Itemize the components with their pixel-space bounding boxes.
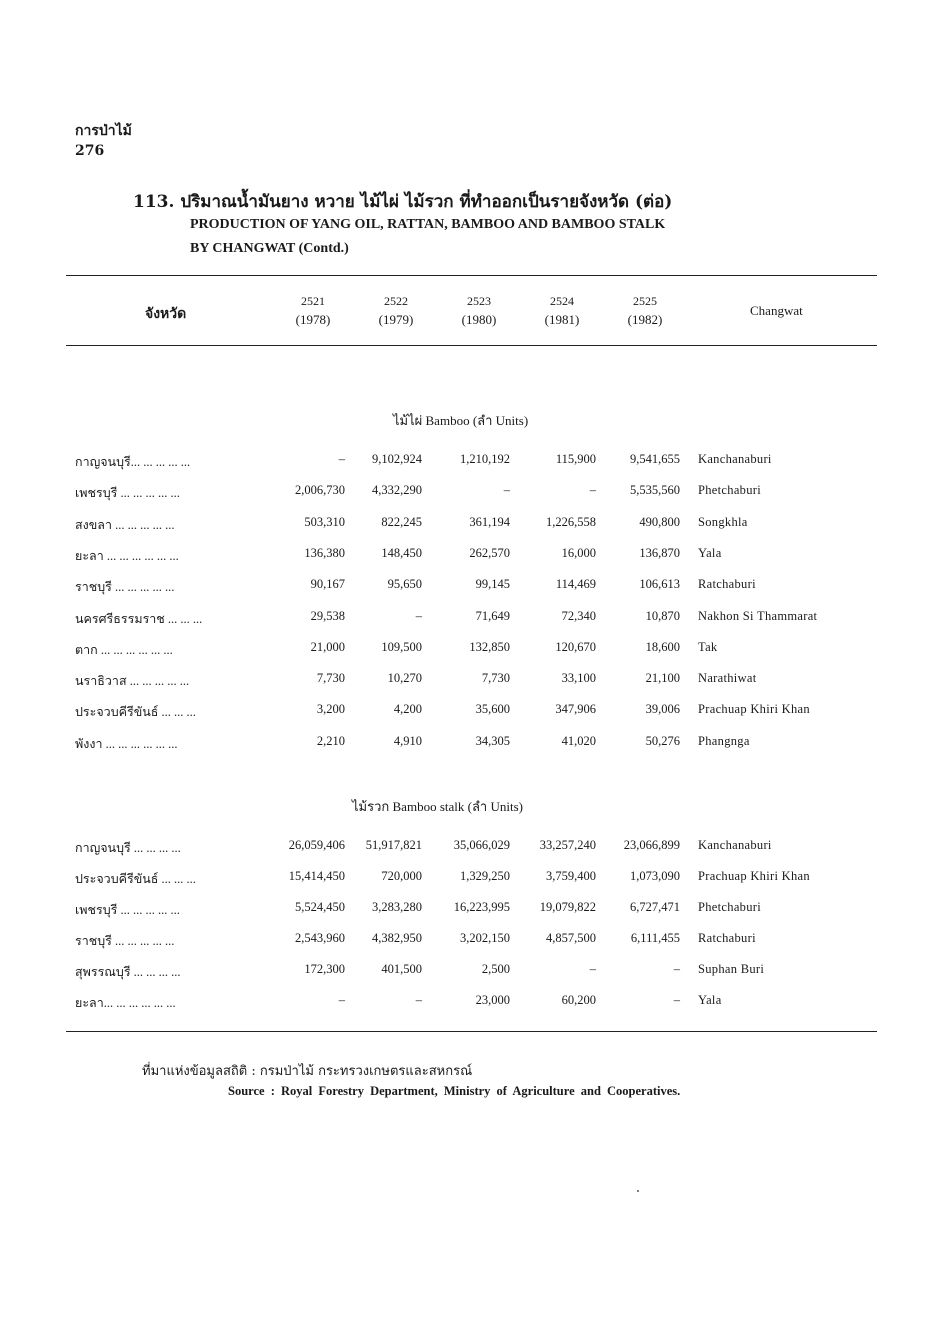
source-thai: ที่มาแห่งข้อมูลสถิติ : กรมป่าไม้ กระทรวงเกษตรและสหกรณ์ (142, 1064, 473, 1079)
value-cell: 23,066,899 (623, 838, 680, 852)
value-cell: – (673, 962, 680, 976)
province-english: Prachuap Khiri Khan (698, 869, 810, 883)
value-cell: 19,079,822 (539, 900, 596, 914)
year-ce: (1978) (295, 312, 331, 327)
column-header-year (361, 294, 431, 328)
source-english: Source : Royal Forestry Department, Ministry of Agriculture and Cooperatives. (228, 1084, 681, 1098)
year-ce: (1979) (378, 312, 414, 327)
value-cell: 106,613 (639, 577, 680, 592)
province-english: Yala (698, 993, 722, 1007)
value-cell: 2,006,730 (295, 483, 345, 498)
stray-dot (637, 1190, 639, 1192)
table-row (0, 702, 941, 722)
column-header-year (278, 294, 348, 328)
province-english: Yala (698, 545, 722, 560)
table-row (0, 546, 941, 566)
table-title-thai (133, 188, 672, 215)
value-cell: 15,414,450 (288, 869, 345, 883)
value-cell: 35,600 (475, 702, 510, 717)
value-cell: – (673, 993, 680, 1007)
column-header-changwat: Changwat (750, 303, 803, 318)
column-header-year (527, 294, 597, 328)
value-cell: 71,649 (475, 608, 510, 623)
value-cell: 6,111,455 (630, 931, 680, 945)
table-title-english: PRODUCTION OF YANG OIL, RATTAN, BAMBOO AND BAMBOO STALK (190, 217, 666, 232)
value-cell: 26,059,406 (288, 838, 345, 852)
year-ce: (1980) (461, 312, 497, 327)
value-cell: – (338, 452, 345, 466)
value-cell: 1,210,192 (460, 452, 510, 466)
value-cell: 4,200 (393, 702, 422, 717)
province-english: Suphan Buri (698, 962, 765, 976)
value-cell: 136,870 (639, 545, 680, 560)
value-cell: 1,073,090 (630, 869, 680, 883)
bottom-rule (66, 1031, 877, 1032)
province-thai: เพชรบุรี ... ... ... ... ... (75, 903, 180, 917)
year-be: 2524 (550, 294, 574, 308)
value-cell: 60,200 (561, 993, 596, 1007)
table-row (0, 452, 941, 472)
province-english: Ratchaburi (698, 931, 756, 945)
province-thai: ประจวบคีรีขันธ์ ... ... ... (75, 705, 196, 720)
value-cell: 18,600 (645, 639, 680, 654)
column-header-year (444, 294, 514, 328)
province-english: Phangnga (698, 733, 750, 748)
column-header-year (610, 294, 680, 328)
value-cell: 3,759,400 (546, 869, 596, 883)
value-cell: 72,340 (561, 608, 596, 623)
table-row (0, 838, 941, 858)
value-cell: 172,300 (304, 962, 345, 976)
province-thai: ราชบุรี ... ... ... ... ... (75, 934, 175, 948)
top-rule (66, 275, 877, 276)
province-english: Kanchanaburi (698, 452, 772, 466)
province-english: Ratchaburi (698, 577, 756, 592)
value-cell: 4,382,950 (372, 931, 422, 945)
value-cell: 132,850 (469, 639, 510, 654)
value-cell: – (589, 962, 596, 976)
value-cell: 2,500 (481, 962, 510, 976)
province-english: Phetchaburi (698, 900, 762, 914)
table-title-english-2: BY CHANGWAT (Contd.) (190, 241, 349, 256)
province-thai: กาญจนบุรี ... ... ... ... (75, 841, 181, 855)
value-cell: 7,730 (481, 671, 510, 686)
value-cell: 4,332,290 (372, 483, 422, 498)
title-thai-text: ปริมาณน้ำมันยาง หวาย ไม้ไผ่ ไม้รวก ที่ทำออกเป็นรายจังหวัด (ต่อ) (180, 192, 673, 212)
value-cell: 51,917,821 (365, 838, 422, 852)
value-cell: 114,469 (555, 577, 596, 592)
year-be: 2521 (301, 294, 325, 308)
header-rule (66, 345, 877, 346)
year-be: 2522 (384, 294, 408, 308)
value-cell: 262,570 (469, 545, 510, 560)
value-cell: 16,000 (561, 545, 596, 560)
province-thai: เพชรบุรี ... ... ... ... ... (75, 486, 180, 501)
value-cell: 3,200 (316, 702, 345, 717)
table-row (0, 931, 941, 951)
value-cell: 120,670 (555, 639, 596, 654)
section-title-bamboo-stalk: ไม้รวก Bamboo stalk (ลำ Units) (352, 799, 523, 814)
province-thai: ตาก ... ... ... ... ... ... (75, 642, 173, 657)
province-thai: ยะลา ... ... ... ... ... ... (75, 548, 179, 563)
value-cell: 9,102,924 (372, 452, 422, 466)
table-row (0, 734, 941, 754)
value-cell: 1,226,558 (546, 514, 596, 529)
province-english: Narathiwat (698, 671, 757, 686)
value-cell: 148,450 (381, 545, 422, 560)
value-cell: 23,000 (475, 993, 510, 1007)
table-row (0, 515, 941, 535)
value-cell: 9,541,655 (630, 452, 680, 466)
value-cell: 35,066,029 (453, 838, 510, 852)
value-cell: 95,650 (387, 577, 422, 592)
table-row (0, 993, 941, 1013)
value-cell: 7,730 (316, 671, 345, 686)
table-row (0, 609, 941, 629)
province-english: Nakhon Si Thammarat (698, 608, 818, 623)
province-english: Kanchanaburi (698, 838, 772, 852)
province-thai: ยะลา... ... ... ... ... ... (75, 996, 176, 1010)
value-cell: 1,329,250 (460, 869, 510, 883)
province-thai: ประจวบคีรีขันธ์ ... ... ... (75, 872, 196, 886)
value-cell: 21,100 (645, 671, 680, 686)
value-cell: 10,870 (645, 608, 680, 623)
province-thai: สุพรรณบุรี ... ... ... ... (75, 965, 181, 979)
value-cell: – (338, 993, 345, 1007)
value-cell: 347,906 (555, 702, 596, 717)
value-cell: – (503, 483, 510, 498)
value-cell: 822,245 (381, 514, 422, 529)
value-cell: 99,145 (475, 577, 510, 592)
value-cell: 16,223,995 (453, 900, 510, 914)
province-english: Phetchaburi (698, 483, 762, 498)
value-cell: 5,524,450 (295, 900, 345, 914)
value-cell: 34,305 (475, 733, 510, 748)
value-cell: 90,167 (310, 577, 345, 592)
value-cell: 50,276 (645, 733, 680, 748)
value-cell: 6,727,471 (630, 900, 680, 914)
province-thai: กาญจนบุรี... ... ... ... ... (75, 455, 191, 469)
province-english: Tak (698, 639, 718, 654)
table-row (0, 640, 941, 660)
table-row (0, 900, 941, 920)
value-cell: 21,000 (310, 639, 345, 654)
value-cell: 109,500 (381, 639, 422, 654)
value-cell: 720,000 (381, 869, 422, 883)
year-be: 2525 (633, 294, 657, 308)
value-cell: 3,283,280 (372, 900, 422, 914)
table-row (0, 577, 941, 597)
column-header-province-thai: จังหวัด (145, 306, 187, 322)
page-number: 276 (75, 143, 105, 159)
year-be: 2523 (467, 294, 491, 308)
value-cell: 136,380 (304, 545, 345, 560)
province-thai: นครศรีธรรมราช ... ... ... (75, 611, 203, 626)
value-cell: 2,210 (316, 733, 345, 748)
value-cell: 503,310 (304, 514, 345, 529)
province-thai: สงขลา ... ... ... ... ... (75, 517, 175, 532)
value-cell: – (415, 993, 422, 1007)
value-cell: 490,800 (639, 514, 680, 529)
table-row (0, 869, 941, 889)
value-cell: 401,500 (381, 962, 422, 976)
value-cell: 33,257,240 (539, 838, 596, 852)
value-cell: 29,538 (310, 608, 345, 623)
province-thai: ราชบุรี ... ... ... ... ... (75, 580, 175, 595)
value-cell: – (415, 608, 422, 623)
value-cell: 3,202,150 (460, 931, 510, 945)
value-cell: 361,194 (469, 514, 510, 529)
value-cell: 115,900 (555, 452, 596, 466)
province-english: Prachuap Khiri Khan (698, 702, 810, 717)
header-category: การป่าไม้ (75, 123, 132, 139)
province-english: Songkhla (698, 514, 748, 529)
table-row (0, 483, 941, 503)
value-cell: 2,543,960 (295, 931, 345, 945)
table-number: 113. (133, 192, 175, 212)
value-cell: 4,857,500 (546, 931, 596, 945)
value-cell: 5,535,560 (630, 483, 680, 498)
province-thai: พังงา ... ... ... ... ... ... (75, 736, 178, 751)
province-thai: นราธิวาส ... ... ... ... ... (75, 674, 190, 689)
value-cell: 10,270 (387, 671, 422, 686)
value-cell: 4,910 (393, 733, 422, 748)
table-row (0, 962, 941, 982)
section-title-bamboo: ไม้ไผ่ Bamboo (ลำ Units) (393, 413, 529, 428)
value-cell: – (589, 483, 596, 498)
year-ce: (1981) (544, 312, 580, 327)
value-cell: 39,006 (645, 702, 680, 717)
table-row (0, 671, 941, 691)
value-cell: 33,100 (561, 671, 596, 686)
year-ce: (1982) (627, 312, 663, 327)
value-cell: 41,020 (561, 733, 596, 748)
